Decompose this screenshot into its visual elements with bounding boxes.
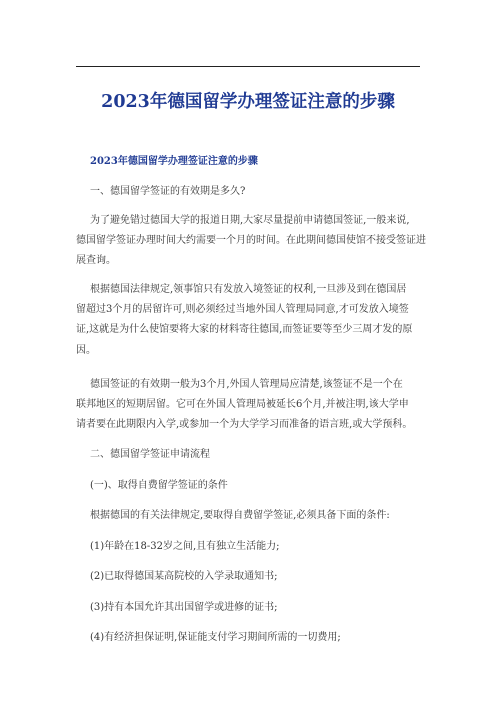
heading-process: 二、德国留学签证申请流程 [90,449,210,460]
paragraph-line: 证,这就是为什么使馆要将大家的材料寄往德国,而签证要等至少三周才发的原 [76,324,413,335]
subheading-conditions: (一)、取得自费留学签证的条件 [90,480,228,491]
paragraph-line: 根据德国的有关法律规定,要取得自费留学签证,必须具备下面的条件: [90,510,390,521]
list-item: (3)持有本国允许其出国留学或进修的证书; [90,602,278,613]
header-rule [76,66,420,67]
paragraph-line: 因。 [76,345,96,356]
paragraph-line: 根据德国法律规定,领事馆只有发放入境签证的权利,一旦涉及到在德国居 [90,284,407,295]
paragraph-line: 为了避免错过德国大学的报道日期,大家尽量提前申请德国签证,一般来说, [90,215,410,226]
section-subtitle: 2023年德国留学办理签证注意的步骤 [90,156,258,167]
paragraph-line: 联邦地区的短期居留。它可在外国人管理局被延长6个月,并被注明,该大学申 [76,399,409,410]
paragraph-line: 德国签证的有效期一般为3个月,外国人管理局应清楚,该签证不是一个在 [90,379,403,390]
paragraph-line: 留超过3个月的居留许可,则必须经过当地外国人管理局同意,才可发放入境签 [76,304,409,315]
list-item: (4)有经济担保证明,保证能支付学习期间所需的一切费用; [90,632,341,643]
paragraph-line: 展查询。 [76,255,116,266]
list-item: (2)已取得德国某高院校的入学录取通知书; [90,571,278,582]
document-title: 2023年德国留学办理签证注意的步骤 [101,92,395,112]
list-item: (1)年龄在18-32岁之间,且有独立生活能力; [90,541,280,552]
paragraph-line: 请者要在此期限内入学,或参加一个为大学学习而准备的语言班,或大学预科。 [76,419,413,430]
heading-validity: 一、德国留学签证的有效期是多久? [90,186,246,197]
paragraph-line: 德国留学签证办理时间大约需要一个月的时间。在此期间德国使馆不接受签证进 [76,235,426,246]
